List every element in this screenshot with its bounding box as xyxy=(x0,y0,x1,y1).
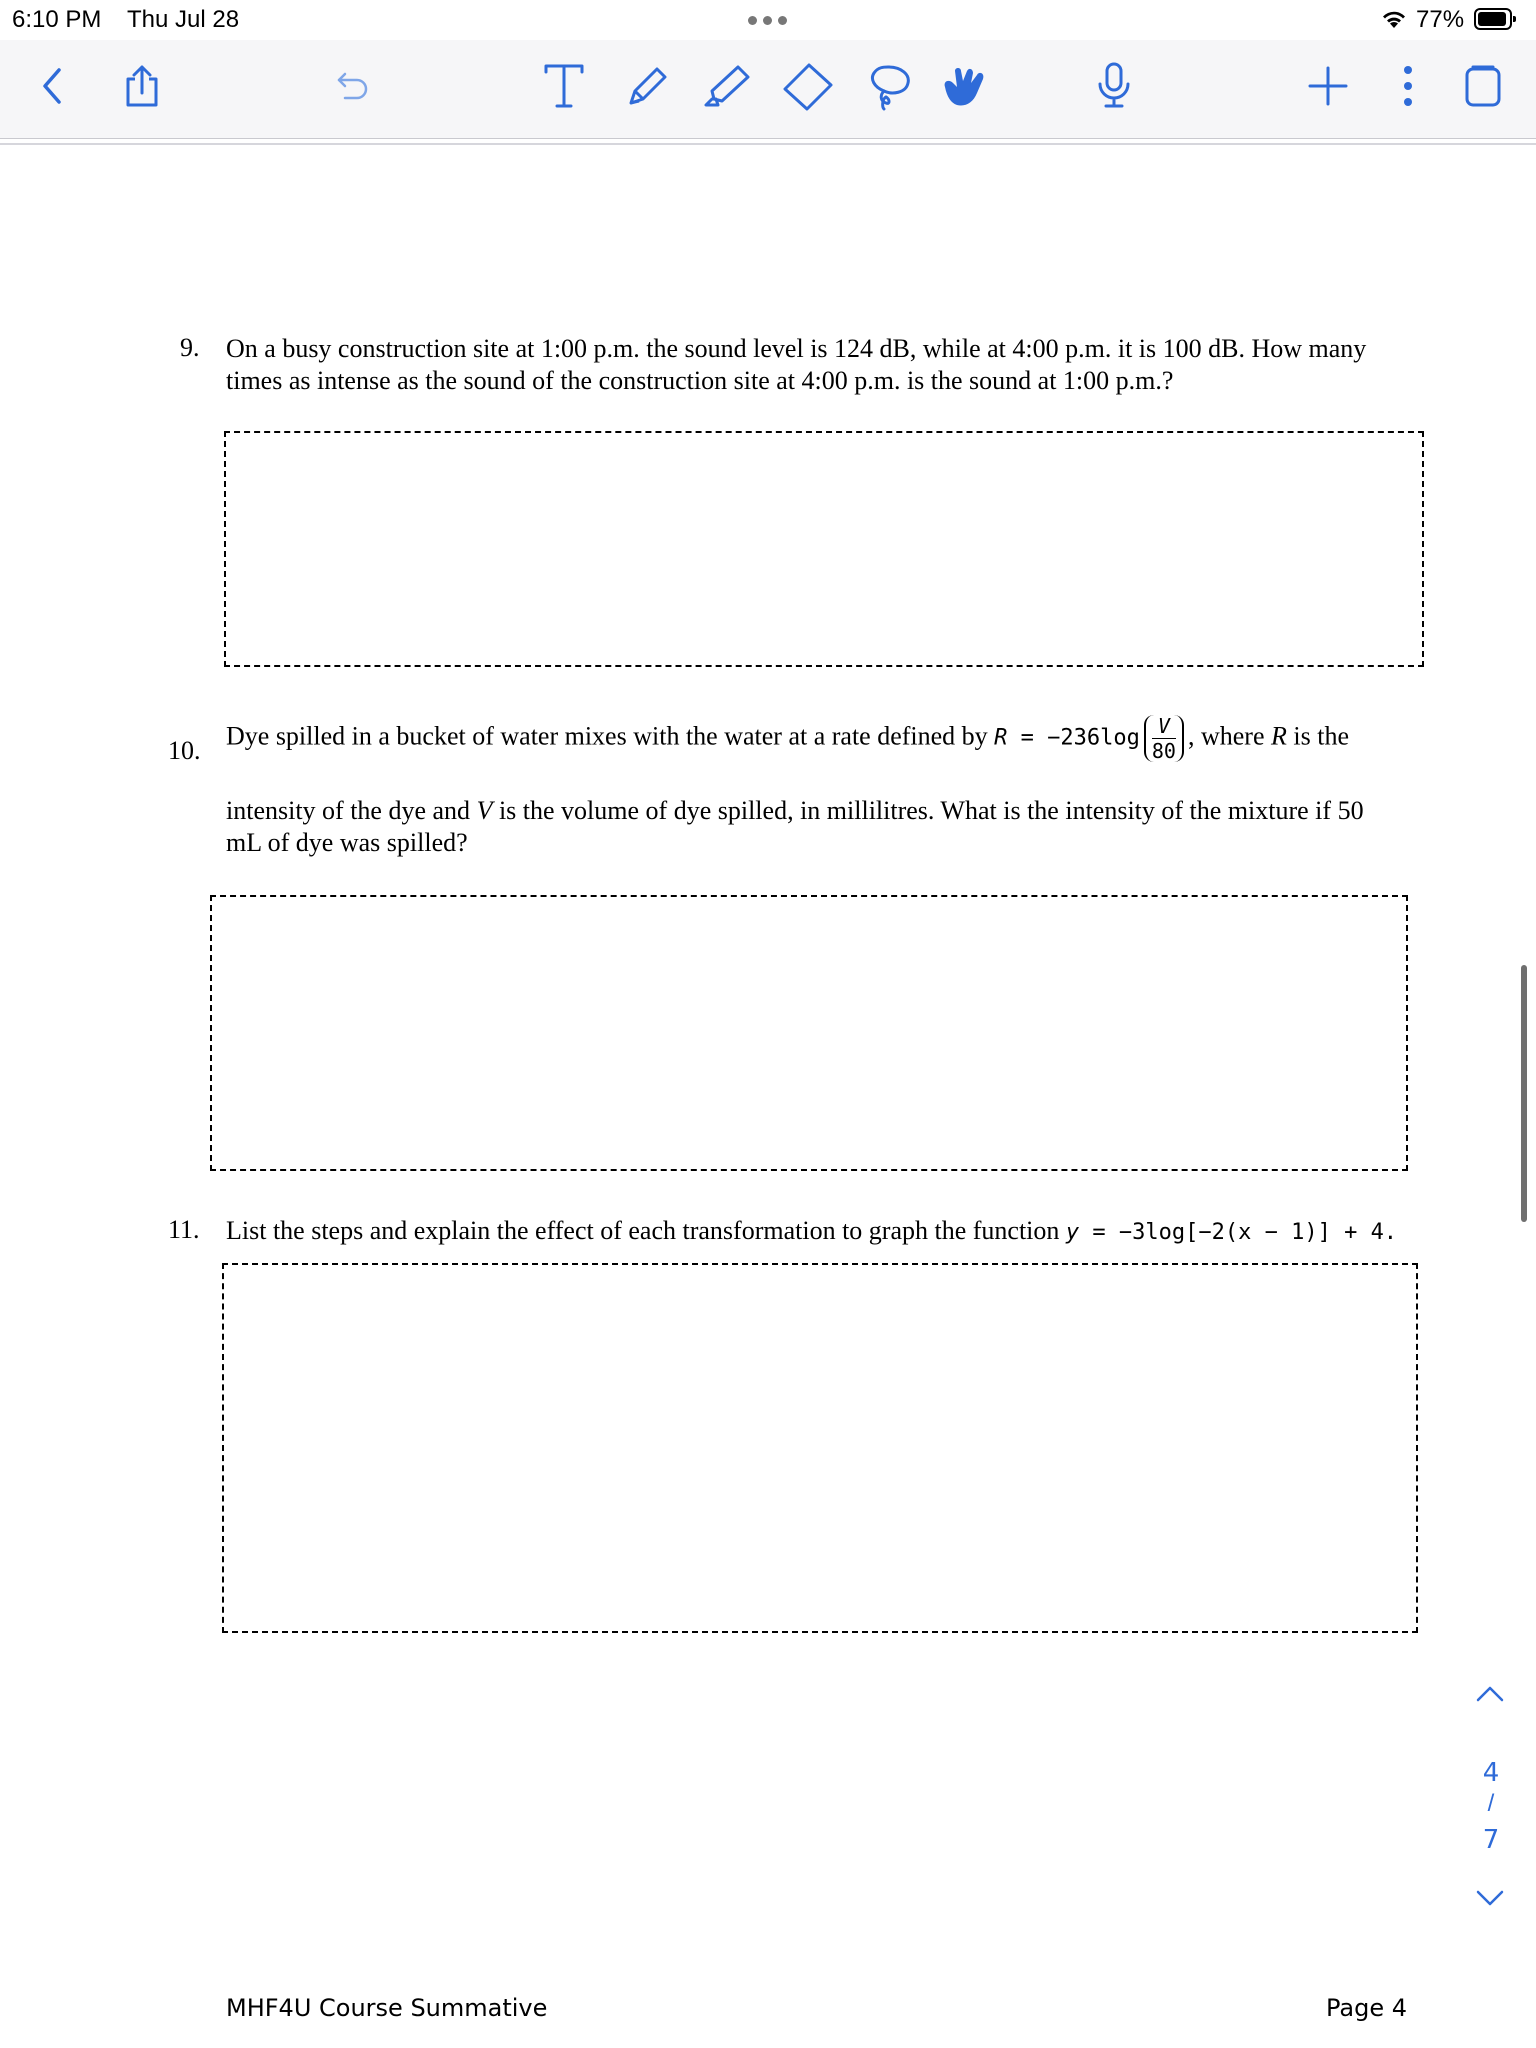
question-9-line-1: On a busy construction site at 1:00 p.m. the sound level is 124 dB, while at 4:00 p.m. it is 100 dB. How many xyxy=(226,334,1367,363)
hand-pointer-icon[interactable] xyxy=(936,58,992,114)
text-tool-icon[interactable] xyxy=(536,58,592,114)
answer-box-9[interactable] xyxy=(224,431,1424,667)
share-icon[interactable] xyxy=(114,58,170,114)
page-separator: / xyxy=(1487,1790,1495,1817)
pen-icon[interactable] xyxy=(620,58,676,114)
formula-fraction: $\frac{V}{80}$ xyxy=(1144,715,1184,762)
battery-icon xyxy=(1474,8,1512,30)
question-11-number: 11. xyxy=(168,1215,200,1244)
answer-box-10[interactable] xyxy=(210,895,1408,1171)
lasso-icon[interactable] xyxy=(860,58,916,114)
wifi-icon xyxy=(1380,8,1408,35)
formula-equals-log: = −236log xyxy=(1007,725,1140,751)
formula-function: = −3log[−2(x − 1)] + 4. xyxy=(1079,1220,1398,1245)
highlighter-icon[interactable] xyxy=(700,58,756,114)
undo-icon[interactable] xyxy=(325,58,381,114)
question-9-text xyxy=(226,333,1466,397)
question-10-line-1: Dye spilled in a bucket of water mixes with the water at a rate defined by R = −236log $\frac{V}{80}$ , where R is the xyxy=(226,714,1349,763)
total-pages: 7 xyxy=(1482,1825,1500,1855)
multitasking-dots-icon[interactable] xyxy=(745,12,790,30)
footer-page-number: Page 4 xyxy=(1326,1994,1407,2022)
document-page[interactable] xyxy=(0,145,1522,2048)
status-bar xyxy=(0,0,1536,40)
page-view-icon[interactable] xyxy=(1455,58,1511,114)
question-11-text: List the steps and explain the effect of each transformation to graph the function y = −3log[−2(x − 1)] + 4. xyxy=(226,1216,1398,1245)
formula-y: y xyxy=(1065,1220,1080,1245)
status-date: Thu Jul 28 xyxy=(127,6,240,33)
toolbar xyxy=(0,40,1536,139)
formula-r: R xyxy=(994,725,1008,751)
back-icon[interactable] xyxy=(24,58,80,114)
status-time: 6:10 PM xyxy=(12,6,102,33)
question-10-line-3: mL of dye was spilled? xyxy=(226,828,468,857)
footer-course-title: MHF4U Course Summative xyxy=(226,1994,548,2022)
question-10-number: 10. xyxy=(168,736,201,765)
previous-page-icon[interactable] xyxy=(1472,1680,1508,1709)
more-icon[interactable] xyxy=(1380,58,1436,114)
microphone-icon[interactable] xyxy=(1086,58,1142,114)
eraser-icon[interactable] xyxy=(780,58,836,114)
battery-percent: 77% xyxy=(1416,6,1465,33)
question-10-line-2: intensity of the dye and V is the volume of dye spilled, in millilitres. What is the intensity of the mixture if 50 xyxy=(226,796,1364,825)
add-icon[interactable] xyxy=(1300,58,1356,114)
current-page-number: 4 xyxy=(1482,1758,1500,1788)
scrollbar[interactable] xyxy=(1521,965,1527,1222)
page-navigator xyxy=(1466,1680,1516,1920)
next-page-icon[interactable] xyxy=(1472,1886,1508,1915)
question-9-line-2: times as intense as the sound of the construction site at 4:00 p.m. is the sound at 1:00 p.m.? xyxy=(226,366,1174,395)
question-9-number: 9. xyxy=(180,333,200,362)
answer-box-11[interactable] xyxy=(222,1263,1418,1633)
